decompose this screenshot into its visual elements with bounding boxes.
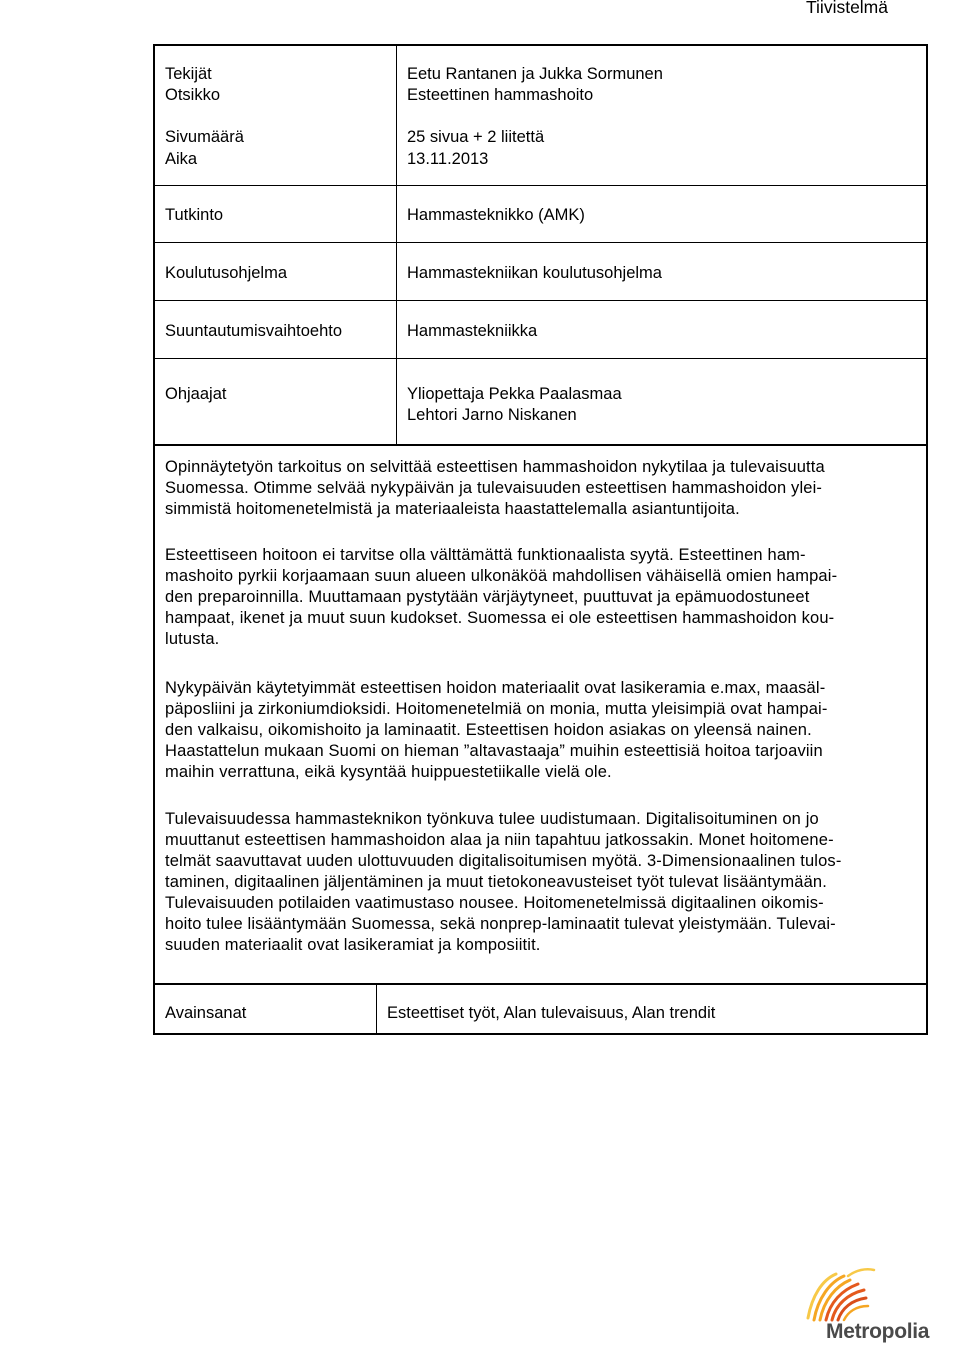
date-label: Aika <box>165 150 198 168</box>
abstract-paragraph-4 <box>165 809 841 956</box>
abstract-line: telmät saavuttavat uuden ulottuvuuden digitalisoitumisen myötä. 3-Dimensionaalinen tulos- <box>165 852 842 870</box>
degree-label: Tutkinto <box>165 206 224 224</box>
abstract-line: suuden materiaalit ovat lasikeramiat ja komposiitit. <box>165 936 541 954</box>
abstract-line: Opinnäytetyön tarkoitus on selvittää esteettisen hammashoidon nykytilaa ja tulevaisuutta <box>165 458 825 476</box>
abstract-line: taminen, digitaalinen jäljentäminen ja muut tietokoneavusteiset työt tulevat lisääntymään. <box>165 873 827 891</box>
abstract-line: Haastattelun mukaan Suomi on hieman ”altavastaaja” muihin esteettisiä hoitoa tarjoaviin <box>165 742 823 760</box>
abstract-line: mashoito pyrkii korjaamaan suun alueen ulkonäköä mahdollisen vähäisellä omien hampai- <box>165 567 838 585</box>
date-value: 13.11.2013 <box>407 150 489 168</box>
abstract-line: lutusta. <box>165 630 220 648</box>
supervisors-label: Ohjaajat <box>165 385 227 403</box>
specialisation-value: Hammastekniikka <box>407 322 538 340</box>
programme-label: Koulutusohjelma <box>165 264 287 282</box>
abstract-line: muuttanut esteettisen hammashoidon alaa ja niin tapahtuu jatkossakin. Monet hoitomene- <box>165 831 834 849</box>
table-row-divider <box>155 358 926 359</box>
abstract-line: Nykypäivän käytetyimmät esteettisen hoidon materiaalit ovat lasikeramia e.max, maasäl- <box>165 679 826 697</box>
table-row-divider <box>155 300 926 301</box>
abstract-line: hoito tulee lisääntymään Suomessa, sekä nonprep-laminaatit tulevat yleistymään. Tulevai- <box>165 915 836 933</box>
keywords-value: Esteettiset työt, Alan tulevaisuus, Alan trendit <box>387 1004 716 1022</box>
abstract-section <box>153 446 928 983</box>
supervisor-2: Lehtori Jarno Niskanen <box>407 406 577 424</box>
degree-value: Hammasteknikko (AMK) <box>407 206 585 224</box>
authors-label: Tekijät <box>165 65 212 83</box>
pages-value: 25 sivua + 2 liitettä <box>407 128 545 146</box>
abstract-line: den preparoinnilla. Muuttamaan pystytään värjäytyneet, puuttuvat ja epämuodostuneet <box>165 588 810 606</box>
abstract-line: den valkaisu, oikomishoito ja laminaatit. Esteettisen hoidon asiakas on yleensä nainen. <box>165 721 812 739</box>
abstract-line: Tulevaisuudessa hammasteknikon työnkuva tulee uudistumaan. Digitalisoituminen on jo <box>165 810 819 828</box>
title-label: Otsikko <box>165 86 221 104</box>
abstract-paragraph-2 <box>165 545 837 650</box>
thesis-info-table <box>153 44 928 446</box>
page-title: Tiivistelmä <box>806 0 888 17</box>
table-column-divider <box>396 46 397 444</box>
keywords-table <box>153 983 928 1035</box>
keywords-divider <box>376 985 377 1033</box>
title-value: Esteettinen hammashoito <box>407 86 594 104</box>
abstract-line: simmistä hoitomenetelmistä ja materiaaleista haastattelemalla asiantuntijoita. <box>165 500 740 518</box>
keywords-label: Avainsanat <box>165 1004 247 1022</box>
abstract-line: Esteettiseen hoitoon ei tarvitse olla välttämättä funktionaalista syytä. Esteettinen ham- <box>165 546 806 564</box>
table-row-divider <box>155 242 926 243</box>
metropolia-logo-text: Metropolia <box>826 1320 930 1343</box>
table-row-divider <box>155 185 926 186</box>
specialisation-label: Suuntautumisvaihtoehto <box>165 322 343 340</box>
abstract-line: Suomessa. Otimme selvää nykypäivän ja tulevaisuuden esteettisen hammashoidon ylei- <box>165 479 823 497</box>
pages-label: Sivumäärä <box>165 128 244 146</box>
supervisor-1: Yliopettaja Pekka Paalasmaa <box>407 385 622 403</box>
abstract-line: hampaat, ikenet ja muut suun kudokset. Suomessa ei ole esteettisen hammashoidon kou- <box>165 609 835 627</box>
abstract-line: Tulevaisuuden potilaiden vaatimustaso nousee. Hoitomenetelmissä digitaalinen oikomis- <box>165 894 824 912</box>
authors-value: Eetu Rantanen ja Jukka Sormunen <box>407 65 663 83</box>
abstract-line: päposliini ja zirkoniumdioksidi. Hoitomenetelmiä on monia, mutta yleisimpiä ovat hampai- <box>165 700 828 718</box>
programme-value: Hammastekniikan koulutusohjelma <box>407 264 662 282</box>
abstract-paragraph-3 <box>165 678 828 783</box>
abstract-paragraph-1 <box>165 457 825 520</box>
abstract-line: maihin verrattuna, eikä kysyntää huippuestetiikalle vielä ole. <box>165 763 612 781</box>
